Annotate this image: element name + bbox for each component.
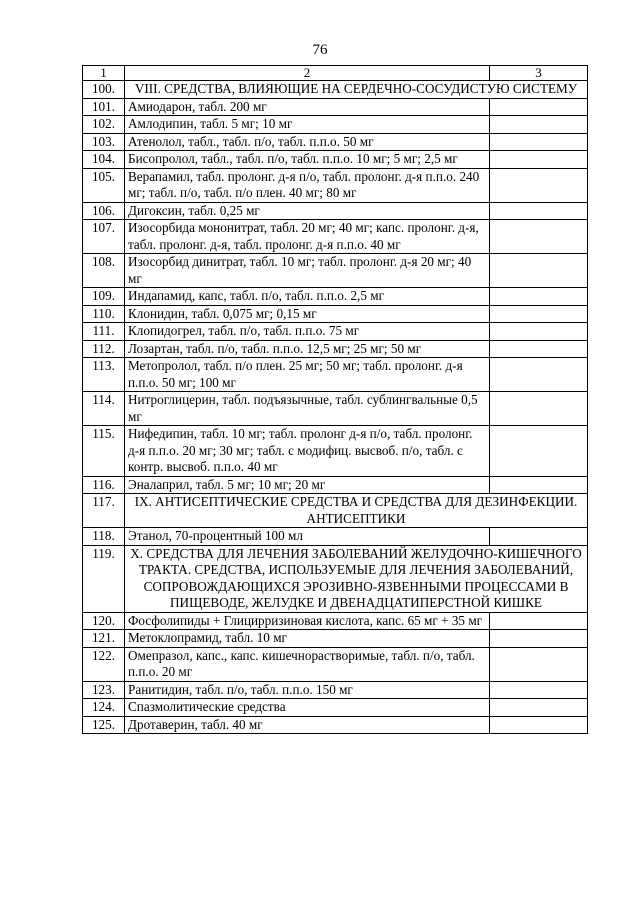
- drug-name: Верапамил, табл. пролонг. д-я п/о, табл. пролонг. д-я п.п.о. 240 мг; табл. п/о, табл. п/о плен. 40 мг; 80 мг: [125, 168, 490, 202]
- row-number: 123.: [83, 681, 125, 699]
- drug-name: Омепразол, капс., капс. кишечнорастворимые, табл. п/о, табл. п.п.о. 20 мг: [125, 647, 490, 681]
- table-row: [83, 340, 588, 358]
- table-row: [83, 168, 588, 202]
- empty-cell: [490, 699, 588, 717]
- row-number: 100.: [83, 81, 125, 99]
- row-number: 118.: [83, 528, 125, 546]
- drug-name: Изосорбида мононитрат, табл. 20 мг; 40 мг; капс. пролонг. д-я, табл. пролонг. д-я, табл. пролонг. д-я п.п.о. 40 мг: [125, 220, 490, 254]
- empty-cell: [490, 630, 588, 648]
- empty-cell: [490, 528, 588, 546]
- row-number: 122.: [83, 647, 125, 681]
- empty-cell: [490, 254, 588, 288]
- table-row: [83, 98, 588, 116]
- table-row: [83, 476, 588, 494]
- table-row: [83, 133, 588, 151]
- empty-cell: [490, 392, 588, 426]
- table-row: [83, 288, 588, 306]
- row-number: 124.: [83, 699, 125, 717]
- row-number: 117.: [83, 494, 125, 528]
- row-number: 108.: [83, 254, 125, 288]
- row-number: 102.: [83, 116, 125, 134]
- table-row: [83, 426, 588, 477]
- row-number: 107.: [83, 220, 125, 254]
- table-row: [83, 220, 588, 254]
- row-number: 110.: [83, 305, 125, 323]
- row-number: 115.: [83, 426, 125, 477]
- row-number: 125.: [83, 716, 125, 734]
- empty-cell: [490, 426, 588, 477]
- table-row: [83, 151, 588, 169]
- row-number: 112.: [83, 340, 125, 358]
- table-row: [83, 305, 588, 323]
- drug-name: Ранитидин, табл. п/о, табл. п.п.о. 150 мг: [125, 681, 490, 699]
- page-number: 76: [312, 42, 328, 58]
- empty-cell: [490, 133, 588, 151]
- row-number: 111.: [83, 323, 125, 341]
- drug-name: Амлодипин, табл. 5 мг; 10 мг: [125, 116, 490, 134]
- empty-cell: [490, 340, 588, 358]
- drug-name: Лозартан, табл. п/о, табл. п.п.о. 12,5 мг; 25 мг; 50 мг: [125, 340, 490, 358]
- empty-cell: [490, 151, 588, 169]
- empty-cell: [490, 358, 588, 392]
- table-row: [83, 612, 588, 630]
- empty-cell: [490, 202, 588, 220]
- drug-name: Клонидин, табл. 0,075 мг; 0,15 мг: [125, 305, 490, 323]
- row-number: 114.: [83, 392, 125, 426]
- table-row: [83, 699, 588, 717]
- drug-name: Амиодарон, табл. 200 мг: [125, 98, 490, 116]
- row-number: 106.: [83, 202, 125, 220]
- empty-cell: [490, 116, 588, 134]
- empty-cell: [490, 716, 588, 734]
- table-row: [83, 681, 588, 699]
- table-row: [83, 323, 588, 341]
- row-number: 103.: [83, 133, 125, 151]
- header-col-2: 2: [125, 66, 490, 81]
- empty-cell: [490, 220, 588, 254]
- empty-cell: [490, 288, 588, 306]
- table-row: [83, 716, 588, 734]
- row-number: 101.: [83, 98, 125, 116]
- drug-name: Эналаприл, табл. 5 мг; 10 мг; 20 мг: [125, 476, 490, 494]
- row-number: 120.: [83, 612, 125, 630]
- drug-name: Спазмолитические средства: [125, 699, 490, 717]
- drug-name: Этанол, 70-процентный 100 мл: [125, 528, 490, 546]
- row-number: 116.: [83, 476, 125, 494]
- drug-name: Дротаверин, табл. 40 мг: [125, 716, 490, 734]
- section-row: [83, 494, 588, 528]
- table-row: [83, 358, 588, 392]
- empty-cell: [490, 168, 588, 202]
- table-row: [83, 528, 588, 546]
- drug-name: Метоклопрамид, табл. 10 мг: [125, 630, 490, 648]
- drug-name: Бисопролол, табл., табл. п/о, табл. п.п.о. 10 мг; 5 мг; 2,5 мг: [125, 151, 490, 169]
- section-heading: IX. АНТИСЕПТИЧЕСКИЕ СРЕДСТВА И СРЕДСТВА ДЛЯ ДЕЗИНФЕКЦИИ. АНТИСЕПТИКИ: [125, 494, 588, 528]
- drug-name: Фосфолипиды + Глицирризиновая кислота, капс. 65 мг + 35 мг: [125, 612, 490, 630]
- section-row: [83, 81, 588, 99]
- empty-cell: [490, 681, 588, 699]
- drug-name: Нитроглицерин, табл. подъязычные, табл. сублингвальные 0,5 мг: [125, 392, 490, 426]
- empty-cell: [490, 323, 588, 341]
- drug-name: Индапамид, капс, табл. п/о, табл. п.п.о. 2,5 мг: [125, 288, 490, 306]
- table-row: [83, 202, 588, 220]
- table-row: [83, 392, 588, 426]
- section-heading: VIII. СРЕДСТВА, ВЛИЯЮЩИЕ НА СЕРДЕЧНО-СОСУДИСТУЮ СИСТЕМУ: [125, 81, 588, 99]
- drug-name: Нифедипин, табл. 10 мг; табл. пролонг д-я п/о, табл. пролонг. д-я п.п.о. 20 мг; 30 мг; табл. с модифиц. высвоб. п/о, табл. с контр. высвоб. п.п.о. 40 мг: [125, 426, 490, 477]
- section-heading: X. СРЕДСТВА ДЛЯ ЛЕЧЕНИЯ ЗАБОЛЕВАНИЙ ЖЕЛУДОЧНО-КИШЕЧНОГО ТРАКТА. СРЕДСТВА, ИСПОЛЬЗУЕМЫЕ ДЛЯ ЛЕЧЕНИЯ ЗАБОЛЕВАНИЙ, СОПРОВОЖДАЮЩИХСЯ ЭРОЗИВНО-ЯЗВЕННЫМИ ПРОЦЕССАМИ В ПИЩЕВОДЕ, ЖЕЛУДКЕ И ДВЕНАДЦАТИПЕРСТНОЙ КИШКЕ: [125, 545, 588, 612]
- empty-cell: [490, 612, 588, 630]
- row-number: 109.: [83, 288, 125, 306]
- table-header-row: [83, 66, 588, 81]
- header-col-3: 3: [490, 66, 588, 81]
- drug-name: Атенолол, табл., табл. п/о, табл. п.п.о. 50 мг: [125, 133, 490, 151]
- row-number: 119.: [83, 545, 125, 612]
- table-row: [83, 116, 588, 134]
- table-row: [83, 254, 588, 288]
- table-body: [83, 66, 588, 734]
- table-row: [83, 630, 588, 648]
- drug-name: Клопидогрел, табл. п/о, табл. п.п.о. 75 мг: [125, 323, 490, 341]
- empty-cell: [490, 98, 588, 116]
- row-number: 105.: [83, 168, 125, 202]
- table-row: [83, 647, 588, 681]
- drug-list-table: [82, 65, 588, 734]
- empty-cell: [490, 305, 588, 323]
- section-row: [83, 545, 588, 612]
- drug-name: Дигоксин, табл. 0,25 мг: [125, 202, 490, 220]
- empty-cell: [490, 476, 588, 494]
- row-number: 104.: [83, 151, 125, 169]
- row-number: 121.: [83, 630, 125, 648]
- empty-cell: [490, 647, 588, 681]
- row-number: 113.: [83, 358, 125, 392]
- header-col-1: 1: [83, 66, 125, 81]
- drug-name: Изосорбид динитрат, табл. 10 мг; табл. пролонг. д-я 20 мг; 40 мг: [125, 254, 490, 288]
- drug-name: Метопролол, табл. п/о плен. 25 мг; 50 мг; табл. пролонг. д-я п.п.о. 50 мг; 100 мг: [125, 358, 490, 392]
